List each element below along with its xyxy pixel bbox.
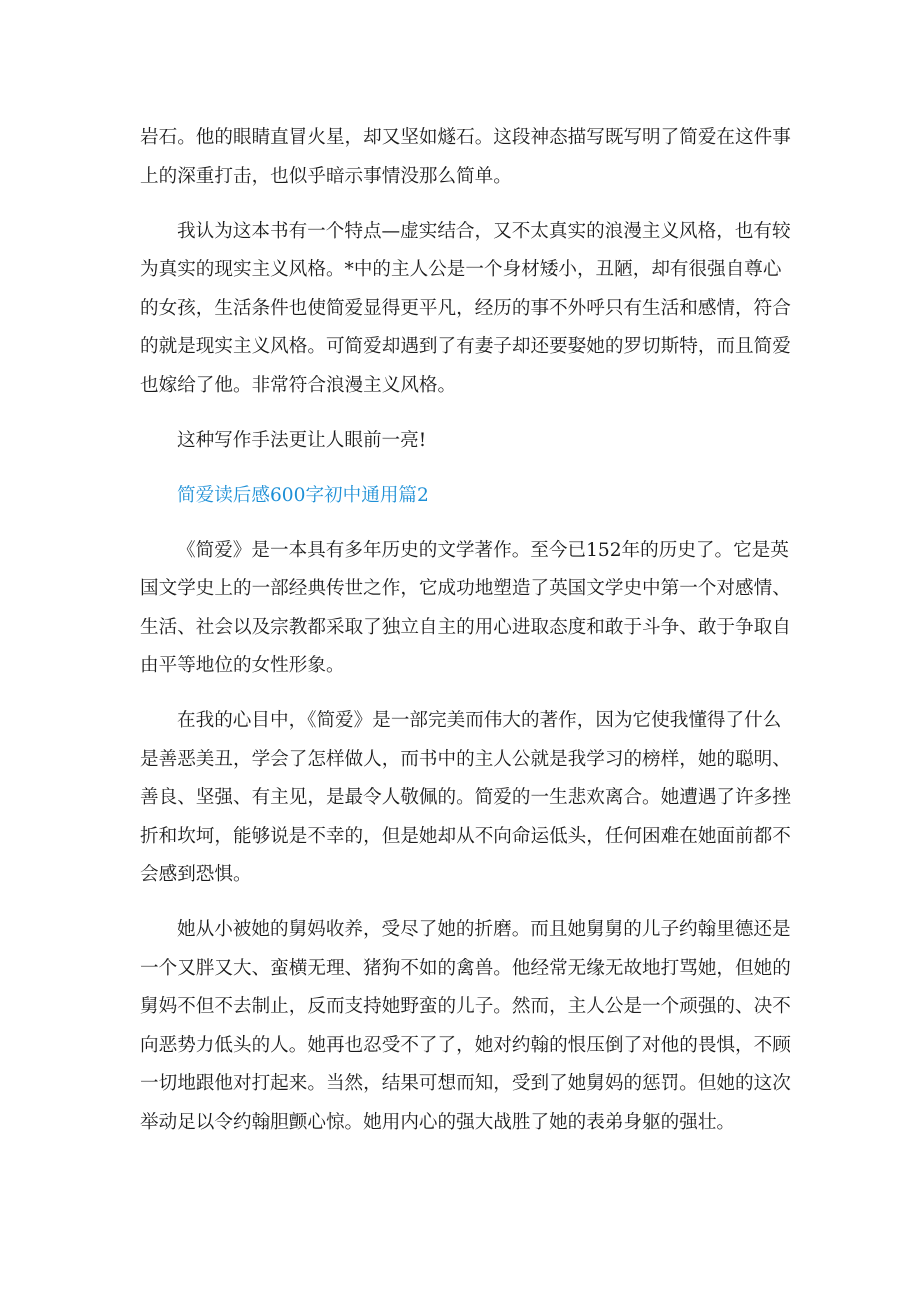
text-line: 也嫁给了他。非常符合浪漫主义风格。 <box>140 374 457 396</box>
paragraph <box>140 911 791 1142</box>
section-heading: 简爱读后感600字初中通用篇2 <box>177 484 429 506</box>
text-line: 向恶势力低头的人。她再也忍受不了了，她对约翰的恨压倒了对他的畏惧，不顾 <box>140 1034 791 1056</box>
text-line: 她从小被她的舅妈收养，受尽了她的折磨。而且她舅舅的儿子约翰里德还是 <box>177 919 791 940</box>
text-line: 是善恶美丑，学会了怎样做人，而书中的主人公就是我学习的榜样，她的聪明、 <box>140 748 791 770</box>
text-line: 的女孩，生活条件也使简爱显得更平凡，经历的事不外呼只有生活和感情，符合 <box>140 297 791 319</box>
text-line: 为真实的现实主义风格。*中的主人公是一个身材矮小，丑陋，却有很强自尊心 <box>140 259 782 280</box>
paragraph <box>140 119 791 196</box>
paragraph <box>140 702 791 895</box>
text-line: 上的深重打击，也似乎暗示事情没那么简单。 <box>140 165 512 187</box>
text-line: 会感到恐惧。 <box>140 864 252 885</box>
text-line: 我认为这本书有一个特点—虚实结合，又不太真实的浪漫主义风格，也有较 <box>177 220 791 242</box>
text-line: 举动足以令约翰胆颤心惊。她用内心的强大战胜了她的表弟身躯的强壮。 <box>140 1111 736 1133</box>
text-line: 一个又胖又大、蛮横无理、猪狗不如的禽兽。他经常无缘无故地打骂她，但她的 <box>140 957 791 979</box>
text-line: 岩石。他的眼睛直冒火星，却又坚如燧石。这段神态描写既写明了简爱在这件事 <box>140 127 791 148</box>
text-line: 折和坎坷，能够说是不幸的，但是她却从不向命运低头，任何困难在她面前都不 <box>140 825 791 847</box>
text-line: 善良、坚强、有主见，是最令人敬佩的。简爱的一生悲欢离合。她遭遇了许多挫 <box>140 787 791 808</box>
text-line: 的就是现实主义风格。可简爱却遇到了有妻子却还要娶她的罗切斯特，而且简爱 <box>140 336 791 357</box>
text-line: 《简爱》是一本具有多年历史的文学著作。至今已152年的历史了。它是英 <box>177 539 789 561</box>
text-line: 国文学史上的一部经典传世之作，它成功地塑造了英国文学史中第一个对感情、 <box>140 578 791 599</box>
paragraph <box>140 422 780 461</box>
text-line: 由平等地位的女性形象。 <box>140 655 345 676</box>
paragraph <box>140 213 791 406</box>
text-line: 生活、社会以及宗教都采取了独立自主的用心进取态度和敢于斗争、敢于争取自 <box>140 616 791 638</box>
text-line: 这种写作手法更让人眼前一亮! <box>177 429 427 451</box>
text-line: 一切地跟他对打起来。当然，结果可想而知，受到了她舅妈的惩罚。但她的这次 <box>140 1073 791 1094</box>
paragraph <box>140 532 791 686</box>
text-line: 在我的心目中，《简爱》是一部完美而伟大的著作，因为它使我懂得了什么 <box>177 710 782 731</box>
body-text-after <box>140 532 791 1143</box>
text-line: 舅妈不但不去制止，反而支持她野蛮的儿子。然而，主人公是一个顽强的、决不 <box>140 996 791 1017</box>
body-text-before <box>140 119 791 460</box>
document-page <box>140 119 791 1159</box>
